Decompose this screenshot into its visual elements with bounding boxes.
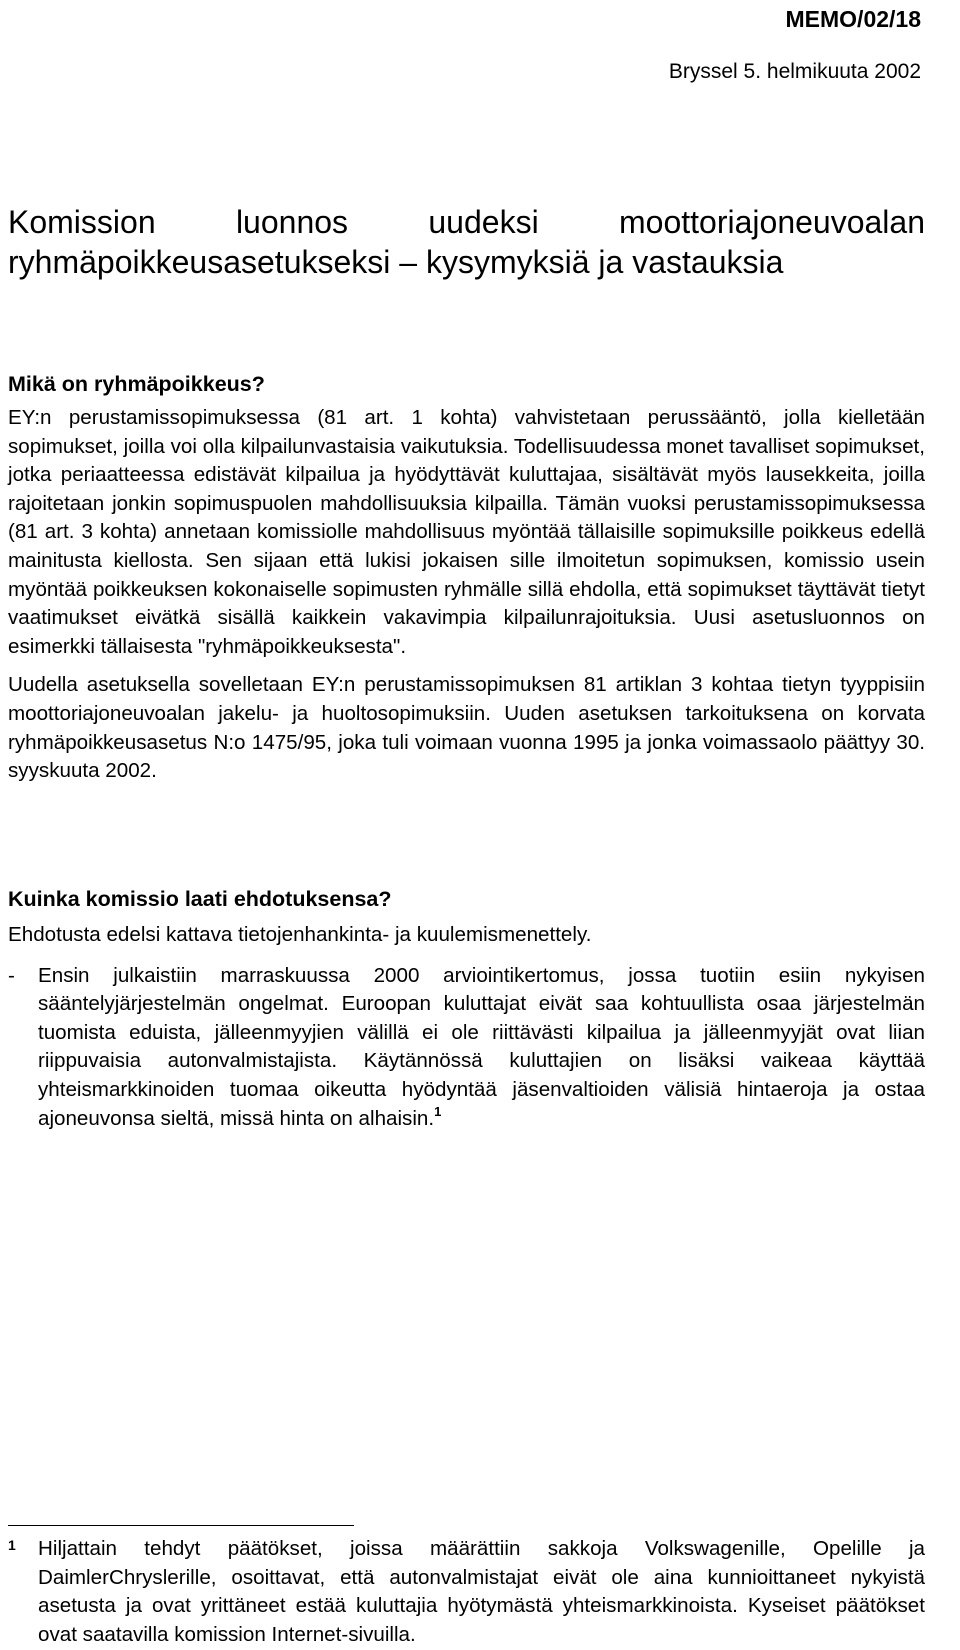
list-item [8,962,925,1134]
list-item-text: Ensin julkaistiin marraskuussa 2000 arviointikertomus, jossa tuotiin esiin nykyisen sääntelyjärjestelmän ongelmat. Euroopan kuluttajat eivät saa kohtuullista osaa järjestelmän tuomista eduista, jälleenmyyjien välillä ei ole riittävästi kilpailua ja jälleenmyyjät ovat liian riippuvaisia autonvalmistajista. Käytännössä kuluttajien on lisäksi vaikeaa käyttää yhteismarkkinoiden tuomaa oikeutta hyödyntää jäsenvaltioiden välisiä hintaeroja ja ostaa ajoneuvonsa sieltä, missä hinta on alhaisin. [38,963,925,1130]
section-heading: Mikä on ryhmäpoikkeus? [8,372,265,396]
footnote-text: Hiljattain tehdyt päätökset, joissa määrättiin sakkoja Volkswagenille, Opelille ja DaimlerChryslerille, osoittavat, että autonvalmistajat eivät ole aina kunnioittaneet nykyistä asetusta ja ovat yrittäneet estää kuluttajia hyötymästä yhteismarkkinoista. Kyseiset päätökset ovat saatavilla komission Internet-sivuilla. [38,1537,925,1646]
section-how-commission-prepared [8,885,925,1133]
memo-reference: MEMO/02/18 [785,6,921,32]
footnote [8,1535,925,1649]
bullet-dash: - [8,963,15,987]
footnote-reference[interactable]: 1 [434,1103,442,1119]
section-what-is-block-exemption [8,370,925,786]
document-page [8,0,925,1650]
title-line-1: Komission luonnos uudeksi moottoriajoneuvoalan [8,204,925,240]
paragraph: EY:n perustamissopimuksessa (81 art. 1 kohta) vahvistetaan perussääntö, jolla kielletään sopimukset, joilla voi olla kilpailunvastaisia vaikutuksia. Todellisuudessa monet tavalliset sopimukset, jotka periaatteessa edistävät kilpailua ja hyödyttävät kuluttajaa, sisältävät myös lausekkeita, joilla rajoitetaan jonkin sopimuspuolen mahdollisuuksia kilpailla. Tämän vuoksi perustamissopimuksessa (81 art. 3 kohta) annetaan komissiolle mahdollisuus myöntää tällaisille sopimuksille poikkeus edellä mainitusta kiellosta. Sen sijaan että lukisi jokaisen sille ilmoitetun sopimuksen, komissio usein myöntää poikkeuksen kokonaiselle sopimusten ryhmälle sillä ehdolla, että sopimukset täyttävät tietyt vaatimukset eivätkä sisällä kaikkein vakavimpia kilpailunrajoituksia. Uusi asetusluonnos on esimerkki tällaisesta "ryhmäpoikkeuksesta". [8,406,925,658]
title-line-2: ryhmäpoikkeusasetukseksi – kysymyksiä ja vastauksia [8,244,784,280]
section-heading: Kuinka komissio laati ehdotuksensa? [8,887,392,911]
footnote-mark: 1 [8,1537,16,1553]
date-line: Bryssel 5. helmikuuta 2002 [668,60,921,83]
paragraph: Ehdotusta edelsi kattava tietojenhankinta- ja kuulemismenettely. [8,923,592,946]
paragraph: Uudella asetuksella sovelletaan EY:n perustamissopimuksen 81 artiklan 3 kohtaa tietyn tyyppisiin moottoriajoneuvoalan jakelu- ja huoltosopimuksiin. Uuden asetuksen tarkoituksena on korvata ryhmäpoikkeusasetus N:o 1475/95, joka tuli voimaan vuonna 1995 ja jonka voimassaolo päättyy 30. syyskuuta 2002. [8,673,925,783]
footnote-separator [8,1525,354,1526]
document-title [8,202,925,282]
